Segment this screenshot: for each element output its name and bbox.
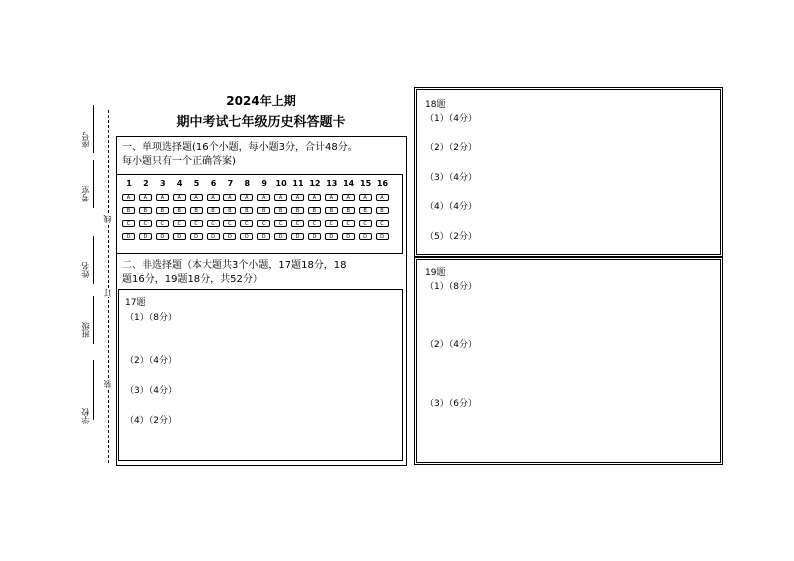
q17-part-3: （3）（4分） xyxy=(125,386,177,396)
bubble-q12-c[interactable]: C xyxy=(308,220,321,227)
bubble-q15-a[interactable]: A xyxy=(359,194,372,201)
exam-year-title: 2024年上期 xyxy=(226,94,296,108)
question-number-6: 6 xyxy=(210,179,217,188)
bubble-q5-a[interactable]: A xyxy=(190,194,203,201)
section2-title-line1: 二、非选择题（本大题共3个小题，17题18分，18 xyxy=(122,260,347,271)
bubble-q11-b[interactable]: B xyxy=(291,207,304,214)
class-label: 班级 xyxy=(81,322,90,338)
bubble-q4-d[interactable]: D xyxy=(173,233,186,240)
binding-cut-line xyxy=(108,110,109,463)
q19-part-1: （1）（8分） xyxy=(425,282,477,292)
bubble-q13-a[interactable]: A xyxy=(325,194,338,201)
bubble-q2-a[interactable]: A xyxy=(139,194,152,201)
bubble-q7-a[interactable]: A xyxy=(223,194,236,201)
bubble-q10-a[interactable]: A xyxy=(274,194,287,201)
section2-title-line2: 题16分，19题18分，共52分） xyxy=(122,274,263,285)
section1-title-line2: 每小题只有一个正确答案) xyxy=(122,156,236,167)
q18-part-1: （1）（4分） xyxy=(425,114,477,124)
bubble-q15-b[interactable]: B xyxy=(359,207,372,214)
q18-part-4: （4）（4分） xyxy=(425,202,477,212)
bubble-q6-b[interactable]: B xyxy=(207,207,220,214)
bubble-q6-c[interactable]: C xyxy=(207,220,220,227)
bubble-q9-b[interactable]: B xyxy=(257,207,270,214)
q17-part-4: （4）（2分） xyxy=(125,416,177,426)
bubble-q5-c[interactable]: C xyxy=(190,220,203,227)
bubble-q5-b[interactable]: B xyxy=(190,207,203,214)
seat-number-field[interactable] xyxy=(93,105,94,153)
class-field[interactable] xyxy=(93,296,94,344)
question-number-5: 5 xyxy=(193,179,200,188)
bubble-q12-b[interactable]: B xyxy=(308,207,321,214)
section1-title-line1: 一、单项选择题(16个小题，每小题3分，合计48分。 xyxy=(122,142,358,153)
q18-part-5: （5）（2分） xyxy=(425,232,477,242)
bubble-q12-d[interactable]: D xyxy=(308,233,321,240)
bubble-q16-c[interactable]: C xyxy=(376,220,389,227)
bubble-q9-d[interactable]: D xyxy=(257,233,270,240)
bubble-q14-b[interactable]: B xyxy=(342,207,355,214)
binding-mark-bind: 装 xyxy=(103,380,112,388)
bubble-q9-a[interactable]: A xyxy=(257,194,270,201)
bubble-q16-d[interactable]: D xyxy=(376,233,389,240)
question-number-12: 12 xyxy=(309,179,321,188)
bubble-q1-d[interactable]: D xyxy=(122,233,135,240)
bubble-q13-d[interactable]: D xyxy=(325,233,338,240)
binding-mark-staple: 订 xyxy=(103,289,112,297)
bubble-q3-a[interactable]: A xyxy=(156,194,169,201)
q19-label: 19题 xyxy=(425,268,446,278)
bubble-q5-d[interactable]: D xyxy=(190,233,203,240)
question-number-8: 8 xyxy=(244,179,251,188)
bubble-q1-c[interactable]: C xyxy=(122,220,135,227)
mcq-grid xyxy=(116,174,403,254)
q19-part-3: （3）（6分） xyxy=(425,399,477,409)
q18-part-3: （3）（4分） xyxy=(425,173,477,183)
bubble-q12-a[interactable]: A xyxy=(308,194,321,201)
q19-part-2: （2）（4分） xyxy=(425,340,477,350)
question-number-3: 3 xyxy=(160,179,166,188)
question-number-13: 13 xyxy=(326,179,338,188)
name-field[interactable] xyxy=(93,236,94,284)
bubble-q8-c[interactable]: C xyxy=(240,220,253,227)
school-field[interactable] xyxy=(93,360,94,420)
bubble-q4-c[interactable]: C xyxy=(173,220,186,227)
question-number-9: 9 xyxy=(261,179,267,188)
question-number-14: 14 xyxy=(343,179,355,188)
bubble-q16-b[interactable]: B xyxy=(376,207,389,214)
bubble-q11-d[interactable]: D xyxy=(291,233,304,240)
bubble-q3-d[interactable]: D xyxy=(156,233,169,240)
q17-label: 17题 xyxy=(125,298,146,308)
bubble-q1-b[interactable]: B xyxy=(122,207,135,214)
bubble-q16-a[interactable]: A xyxy=(376,194,389,201)
bubble-q4-b[interactable]: B xyxy=(173,207,186,214)
q18-label: 18题 xyxy=(425,100,446,110)
question-number-1: 1 xyxy=(126,179,132,188)
exam-room-label: 考室 xyxy=(81,186,90,202)
bubble-q13-c[interactable]: C xyxy=(325,220,338,227)
bubble-q4-a[interactable]: A xyxy=(173,194,186,201)
question-number-15: 15 xyxy=(360,179,372,188)
bubble-q14-a[interactable]: A xyxy=(342,194,355,201)
q17-part-2: （2）（4分） xyxy=(125,356,177,366)
binding-mark-line: 线 xyxy=(103,215,112,223)
bubble-q8-b[interactable]: B xyxy=(240,207,253,214)
name-label: 姓名 xyxy=(81,262,90,278)
q17-part-1: （1）（8分） xyxy=(125,313,177,323)
bubble-q13-b[interactable]: B xyxy=(325,207,338,214)
bubble-q15-d[interactable]: D xyxy=(359,233,372,240)
bubble-q7-c[interactable]: C xyxy=(223,220,236,227)
question-number-4: 4 xyxy=(176,179,183,188)
q18-part-2: （2）（2分） xyxy=(425,143,477,153)
bubble-q3-c[interactable]: C xyxy=(156,220,169,227)
bubble-q9-c[interactable]: C xyxy=(257,220,270,227)
question-number-2: 2 xyxy=(143,179,149,188)
bubble-q1-a[interactable]: A xyxy=(122,194,135,201)
bubble-q10-c[interactable]: C xyxy=(274,220,287,227)
question-number-11: 11 xyxy=(292,179,304,188)
bubble-q8-a[interactable]: A xyxy=(240,194,253,201)
bubble-q2-b[interactable]: B xyxy=(139,207,152,214)
bubble-q14-c[interactable]: C xyxy=(342,220,355,227)
bubble-q11-c[interactable]: C xyxy=(291,220,304,227)
bubble-q2-d[interactable]: D xyxy=(139,233,152,240)
bubble-q14-d[interactable]: D xyxy=(342,233,355,240)
bubble-q6-a[interactable]: A xyxy=(207,194,220,201)
bubble-q7-b[interactable]: B xyxy=(223,207,236,214)
bubble-q8-d[interactable]: D xyxy=(240,233,253,240)
bubble-q10-d[interactable]: D xyxy=(274,233,287,240)
exam-room-field[interactable] xyxy=(93,160,94,208)
question-number-10: 10 xyxy=(275,179,287,188)
seat-number-label: 座号 xyxy=(81,132,90,148)
bubble-q3-b[interactable]: B xyxy=(156,207,169,214)
question-number-16: 16 xyxy=(376,179,389,188)
bubble-q11-a[interactable]: A xyxy=(291,194,304,201)
school-label: 学校 xyxy=(81,408,90,424)
bubble-q6-d[interactable]: D xyxy=(207,233,220,240)
bubble-q7-d[interactable]: D xyxy=(223,233,236,240)
question-number-7: 7 xyxy=(227,179,234,188)
bubble-q10-b[interactable]: B xyxy=(274,207,287,214)
bubble-q15-c[interactable]: C xyxy=(359,220,372,227)
answer-sheet-title: 期中考试七年级历史科答题卡 xyxy=(176,115,346,130)
bubble-q2-c[interactable]: C xyxy=(139,220,152,227)
